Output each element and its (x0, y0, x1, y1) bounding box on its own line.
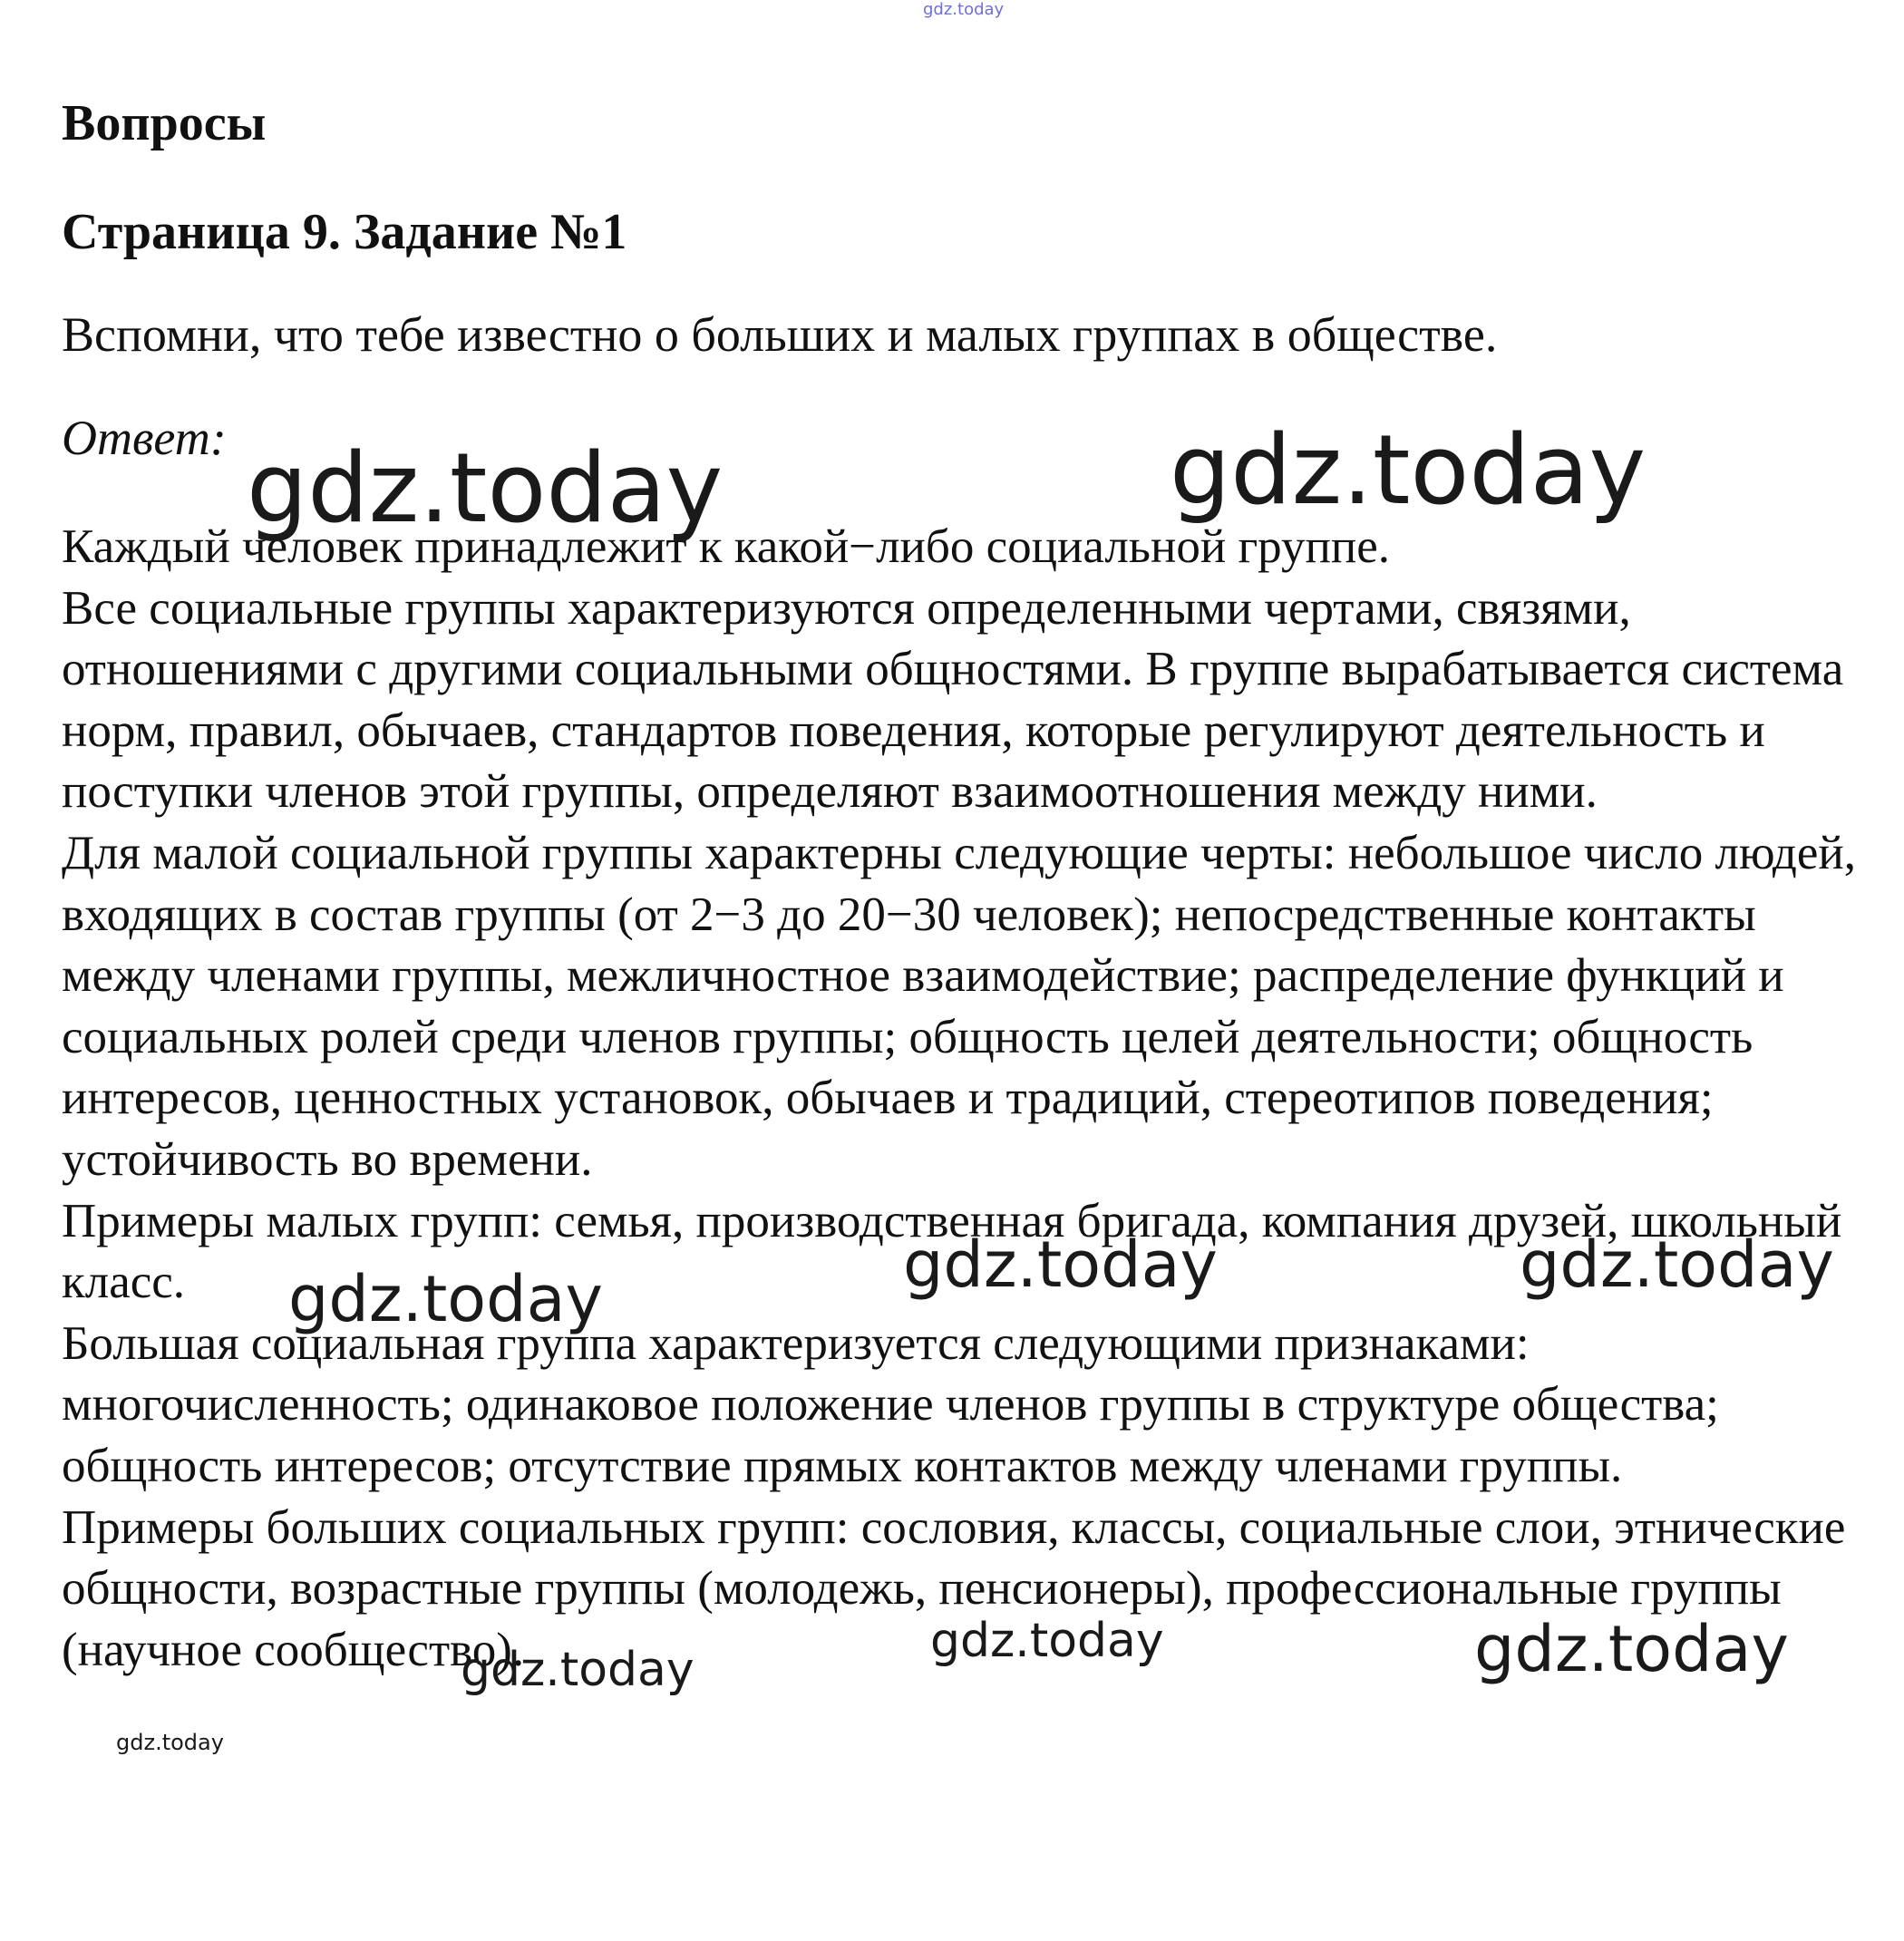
watermark: gdz.today (903, 1228, 1218, 1302)
watermark: gdz.today (461, 1643, 695, 1697)
answer-paragraph: Все социальные группы характеризуются определенными чертами, связями, отношениями с другими социальными общностями. В группе вырабатывается система норм, правил, обычаев, стандартов поведения, которые регулируют деятельность и поступки членов этой группы, определяют взаимоотношения между ними. (62, 581, 1844, 819)
question-text: Вспомни, что тебе известно о больших и малых группах в обществе. (62, 307, 1498, 362)
watermark: gdz.today (930, 1614, 1164, 1668)
answer-label: Ответ: (62, 411, 227, 465)
watermark: gdz.today (1520, 1228, 1834, 1302)
watermark: gdz.today (923, 0, 1005, 19)
watermark: gdz.today (288, 1262, 603, 1336)
answer-paragraph: Для малой социальной группы характерны следующие черты: небольшое число людей, входящих в состав группы (от 2−3 до 20−30 человек); непосредственные контакты между членами группы, межличностное взаимодействие; распределение функций и социальных ролей среди членов группы; общность целей деятельности; общность интересов, ценностных установок, обычаев и традиций, стереотипов поведения; устойчивость во времени. (62, 826, 1856, 1186)
answer-paragraph: Примеры малых групп: семья, производственная бригада, компания друзей, школьный класс. (62, 1194, 1842, 1309)
answer-paragraph: Большая социальная группа характеризуется следующими признаками: многочисленность; одинаковое положение членов группы в структуре общества; общность интересов; отсутствие прямых контактов между членами группы. (62, 1316, 1719, 1492)
watermark: gdz.today (1170, 414, 1647, 526)
answer-body (62, 517, 1857, 1686)
watermark: gdz.today (116, 1730, 224, 1755)
task-title: Страница 9. Задание №1 (62, 204, 627, 260)
watermark: gdz.today (1474, 1612, 1789, 1686)
watermark: gdz.today (247, 432, 724, 544)
section-title: Вопросы (62, 95, 267, 151)
answer-paragraph: Примеры больших социальных групп: сословия, классы, социальные слои, этнические общности, возрастные группы (молодежь, пенсионеры), профессиональные группы (научное сообщество). (62, 1500, 1846, 1676)
answer-paragraph: Каждый человек принадлежит к какой−либо социальной группе. (62, 520, 1390, 573)
